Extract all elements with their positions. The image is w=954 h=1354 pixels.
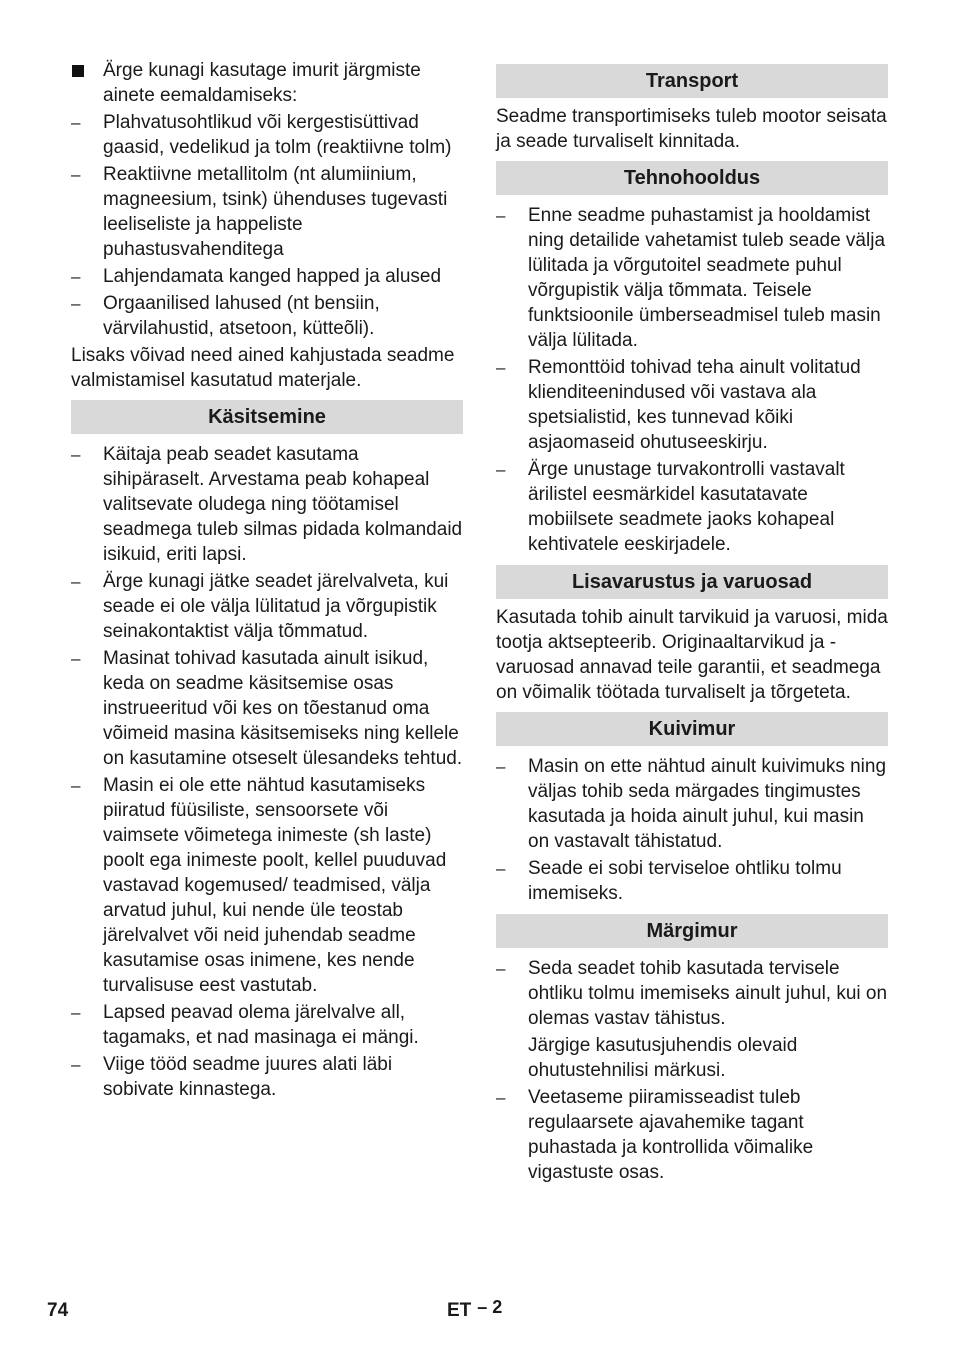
list-item-text: Lahjendamata kanged happed ja alused [103,266,442,287]
list-item-text: Viige tööd seadme juures alati läbi sobivate kinnastega. [103,1054,393,1100]
list-item [71,1000,463,1050]
list-item-text: Seda seadet tohib kasutada tervisele ohtliku tolmu imemiseks ainult juhul, kui on olemas vastav tähistus. [528,958,888,1029]
list-item-text: Masinat tohivad kasutada ainult isikud, keda on seadme käsitsemise osas instrueeritud või kes on tõestanud oma võimeid masina käsitsemiseks ning kellele on kasutamine otseselt ülesandeks tehtud. [103,648,463,769]
section-heading-transport: Transport [496,64,888,98]
list-item-text: Orgaanilised lahused (nt bensiin, värvilahustid, atsetoon, kütteõli). [103,293,380,339]
transport-paragraph: Seadme transportimiseks tuleb mootor seisata ja seade turvaliselt kinnitada. [496,106,887,152]
list-item [71,442,463,567]
dash-bullet-icon: – [71,445,81,464]
dash-bullet-icon: – [496,206,506,225]
list-item [496,457,888,557]
list-item [71,264,463,289]
right-column [496,64,888,1185]
list-item [71,291,463,341]
language-code [447,1298,502,1323]
list-item-text: Ärge unustage turvakontrolli vastavalt ärilistel eesmärkidel kasutatavate mobiilsete seadmete jaoks kohapeal kehtivatele eeskirjadele. [528,459,845,555]
section-heading-handling: Käsitsemine [71,400,463,434]
dash-bullet-icon: – [496,460,506,479]
list-item-text: Masin ei ole ette nähtud kasutamiseks piiratud füüsiliste, sensoorsete või vaimsete võimetega inimeste (sh laste) poolt ega inimeste poolt, kellel puuduvad vastavad kogemused/ teadmised, välja arvatud juhul, kui nende üle teostab järelvalvet või neid juhendab seadme kasutamise osas inimene, kes nende turvalisuse eest vastutab. [103,775,447,996]
list-item [71,110,463,160]
section-heading-wet-vacuum: Märgimur [496,914,888,948]
list-item [496,355,888,455]
list-item-text: Plahvatusohtlikud või kergestisüttivad gaasid, vedelikud ja tolm (reaktiivne tolm) [103,112,452,158]
dash-bullet-icon: – [496,358,506,377]
accessories-paragraph: Kasutada tohib ainult tarvikuid ja varuosi, mida tootja aktsepteerib. Originaaltarvikud ja -varuosad annavad teile garantii, et seadmega on võimalik töötada turvaliselt ja tõrgeteta. [496,607,888,703]
list-item-text: Veetaseme piiramisseadist tuleb regulaarsete ajavahemike tagant puhastada ja kontrollida võimalike vigastuste osas. [528,1087,814,1183]
list-item [496,754,888,854]
section-reference: – 2 [477,1297,503,1317]
dash-bullet-icon: – [71,267,81,286]
dash-bullet-icon: – [71,113,81,132]
dash-bullet-icon: – [71,776,81,795]
dash-bullet-icon: – [496,1088,506,1107]
note-paragraph: Lisaks võivad need ained kahjustada seadme valmistamisel kasutatud materjale. [71,345,455,391]
language-label: ET [447,1300,472,1321]
left-column [71,58,463,1104]
list-item-text: Enne seadme puhastamist ja hooldamist ning detailide vahetamist tuleb seade välja lülitada ja võrgutoitel seadmete puhul võrgupistik välja tõmmata. Teisele funktsioonile ümberseadmisel tuleb masin välja lülitada. [528,205,886,351]
list-item [496,1085,888,1185]
dash-bullet-icon: – [496,959,506,978]
list-item-note: Järgige kasutusjuhendis olevaid ohutustehnilisi märkusi. [528,1035,798,1081]
dash-bullet-icon: – [71,572,81,591]
list-item [496,956,888,1031]
list-item [71,646,463,771]
list-item [71,58,463,108]
list-item [496,856,888,906]
section-heading-dry-vacuum: Kuivimur [496,712,888,746]
list-item [71,1052,463,1102]
list-item [71,162,463,262]
square-bullet-icon [72,65,84,77]
list-item [71,569,463,644]
section-heading-accessories: Lisavarustus ja varuosad [496,565,888,599]
list-item-text: Ärge kunagi jätke seadet järelvalveta, kui seade ei ole välja lülitatud ja võrgupistik seinakontaktist välja tõmmatud. [103,571,449,642]
dash-bullet-icon: – [71,649,81,668]
list-item-text: Remonttöid tohivad teha ainult volitatud klienditeenindused või vastava ala spetsialistid, kes tunnevad kõiki asjaomaseid ohutuseeskirju. [528,357,861,453]
list-item-text: Seade ei sobi terviseloe ohtliku tolmu imemiseks. [528,858,842,904]
dash-bullet-icon: – [71,165,81,184]
section-heading-maintenance: Tehnohooldus [496,161,888,195]
page-number: 74 [47,1300,69,1321]
dash-bullet-icon: – [71,1003,81,1022]
list-item-text: Ärge kunagi kasutage imurit järgmiste ainete eemaldamiseks: [103,60,421,106]
list-item [496,203,888,353]
dash-bullet-icon: – [71,294,81,313]
dash-bullet-icon: – [496,757,506,776]
dash-bullet-icon: – [71,1055,81,1074]
list-item [71,773,463,998]
dash-bullet-icon: – [496,859,506,878]
list-item-text: Lapsed peavad olema järelvalve all, tagamaks, et nad masinaga ei mängi. [103,1002,419,1048]
list-item-text: Masin on ette nähtud ainult kuivimuks ning väljas tohib seda märgades tingimustes kasutada ja hoida ainult juhul, kui masin on vastavalt tähistatud. [528,756,887,852]
list-item-text: Käitaja peab seadet kasutama sihipäraselt. Arvestama peab kohapeal valitsevate oludega ning töötamisel seadmega tuleb silmas pidada kolmandaid isikuid, eriti lapsi. [103,444,463,565]
list-item-text: Reaktiivne metallitolm (nt alumiinium, magneesium, tsink) ühenduses tugevasti leeliseliste ja happeliste puhastusvahenditega [103,164,448,260]
